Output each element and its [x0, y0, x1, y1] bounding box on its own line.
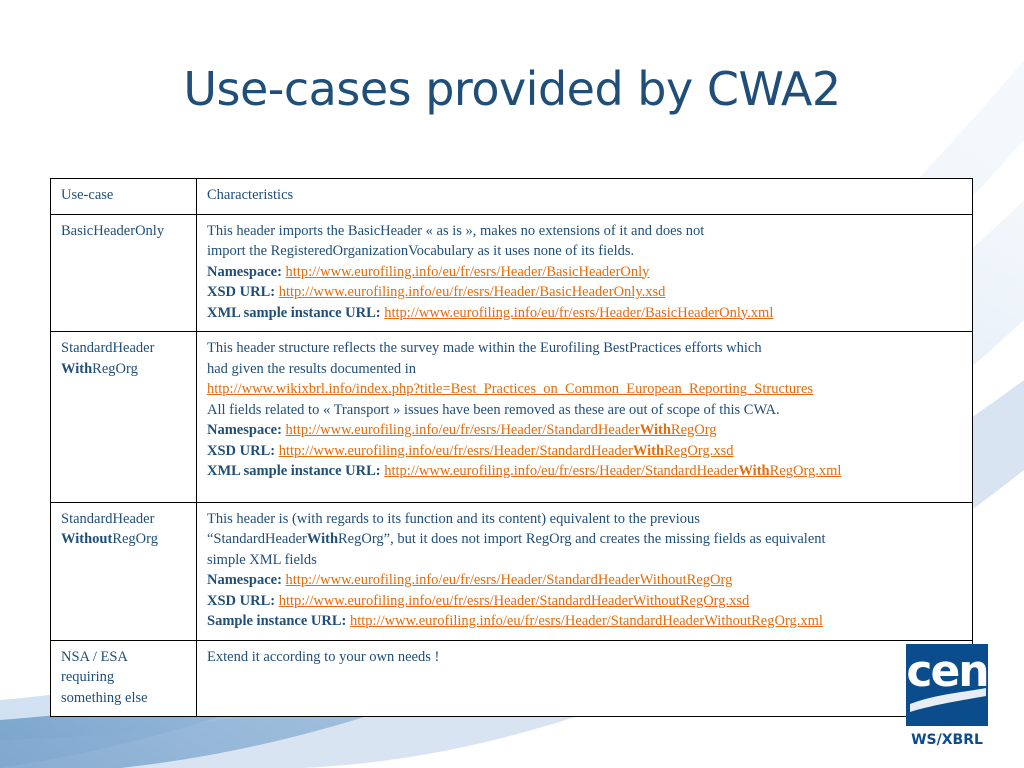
link-part-bold: With [632, 442, 665, 459]
xml-link[interactable]: http://www.eurofiling.info/eu/fr/esrs/Header/StandardHeaderWithoutRegOrg.xml [350, 613, 823, 629]
description-line: Extend it according to your own needs ! [207, 648, 440, 665]
xsd-line [207, 441, 963, 462]
xml-link[interactable] [384, 463, 841, 479]
xsd-line [207, 591, 963, 612]
use-case-name-rest: RegOrg [92, 360, 138, 377]
header-characteristics: Characteristics [197, 179, 973, 215]
cen-logo-box [906, 644, 988, 726]
text-part: RegOrg”, but it does not import RegOrg and creates the missing fields as equivalent [338, 531, 826, 547]
xml-label: XML sample instance URL: [207, 463, 381, 479]
link-part: RegOrg [670, 422, 717, 438]
characteristics-cell [197, 640, 973, 717]
use-case-name: BasicHeaderOnly [51, 214, 197, 332]
xsd-link[interactable]: http://www.eurofiling.info/eu/fr/esrs/Header/StandardHeaderWithoutRegOrg.xsd [278, 592, 750, 609]
link-part-bold: With [738, 463, 770, 479]
link-part-bold: With [639, 422, 671, 438]
characteristics-cell [197, 332, 973, 503]
link-part: http://www.eurofiling.info/eu/fr/esrs/Header/StandardHeader [384, 463, 739, 479]
xml-line [207, 611, 963, 632]
use-case-name-line: StandardHeader [61, 510, 155, 527]
use-case-name-line: StandardHeader [61, 340, 155, 356]
header-use-case: Use-case [51, 179, 197, 215]
link-part: RegOrg.xsd [664, 442, 734, 459]
description-line: simple XML fields [207, 551, 317, 568]
table-row [51, 332, 973, 503]
cen-logo [906, 644, 988, 756]
wiki-line [207, 379, 963, 400]
use-case-name-line: NSA / ESA [61, 648, 128, 665]
xsd-line [207, 282, 963, 303]
xml-line [207, 303, 963, 324]
text-part-bold: With [306, 531, 339, 547]
namespace-line [207, 262, 963, 283]
xml-link[interactable]: http://www.eurofiling.info/eu/fr/esrs/Header/BasicHeaderOnly.xml [384, 304, 774, 321]
namespace-label: Namespace: [207, 263, 282, 280]
xsd-label: XSD URL: [207, 592, 276, 609]
use-cases-table [50, 178, 973, 717]
namespace-line [207, 570, 963, 591]
description-line [207, 529, 963, 550]
xsd-label: XSD URL: [207, 442, 276, 459]
cen-logo-subtitle: WS/XBRL [911, 732, 983, 748]
description-line: This header structure reflects the survey made within the Eurofiling BestPractices efforts which [207, 340, 762, 356]
characteristics-cell [197, 214, 973, 332]
table-row [51, 214, 973, 332]
xml-label: Sample instance URL: [207, 613, 347, 629]
xsd-link[interactable] [279, 443, 734, 459]
wiki-link[interactable]: http://www.wikixbrl.info/index.php?title=Best_Practices_on_Common_European_Reporting_Structures [207, 381, 814, 397]
description-line: import the RegisteredOrganizationVocabulary as it uses none of its fields. [207, 243, 635, 259]
link-part: RegOrg.xml [769, 463, 842, 479]
table-header-row [51, 179, 973, 215]
description-line: This header is (with regards to its function and its content) equivalent to the previous [207, 510, 700, 527]
description-line: All fields related to « Transport » issues have been removed as these are out of scope of this CWA. [207, 401, 780, 418]
characteristics-cell [197, 502, 973, 640]
use-case-name [51, 332, 197, 503]
use-case-name-line: requiring [61, 669, 115, 685]
namespace-link[interactable]: http://www.eurofiling.info/eu/fr/esrs/Header/BasicHeaderOnly [285, 263, 650, 280]
xsd-link[interactable]: http://www.eurofiling.info/eu/fr/esrs/Header/BasicHeaderOnly.xsd [278, 284, 666, 300]
slide-title: Use-cases provided by CWA2 [183, 62, 841, 116]
use-case-name-bold: With [61, 360, 93, 377]
description-line: had given the results documented in [207, 360, 416, 377]
use-case-name-rest: RegOrg [112, 531, 158, 547]
namespace-label: Namespace: [207, 422, 282, 438]
xml-label: XML sample instance URL: [207, 304, 381, 321]
text-part: “StandardHeader [207, 531, 307, 547]
link-part: http://www.eurofiling.info/eu/fr/esrs/Header/StandardHeader [285, 422, 640, 438]
use-case-name-line [61, 359, 187, 380]
cen-logo-text: cen [906, 646, 988, 697]
link-part: http://www.eurofiling.info/eu/fr/esrs/Header/StandardHeader [278, 442, 633, 459]
namespace-line [207, 420, 963, 441]
namespace-label: Namespace: [207, 572, 282, 588]
namespace-link[interactable]: http://www.eurofiling.info/eu/fr/esrs/Header/StandardHeaderWithoutRegOrg [285, 572, 733, 588]
use-case-name-line [61, 529, 187, 550]
description-line: This header imports the BasicHeader « as is », makes no extensions of it and does not [207, 222, 705, 239]
use-case-name [51, 640, 197, 717]
table-row [51, 502, 973, 640]
use-case-name-line: something else [61, 689, 148, 706]
xsd-label: XSD URL: [207, 284, 276, 300]
namespace-link[interactable] [286, 422, 717, 438]
use-case-name-bold: Without [61, 531, 113, 547]
xml-line [207, 461, 963, 482]
table-row [51, 640, 973, 717]
use-case-name [51, 502, 197, 640]
